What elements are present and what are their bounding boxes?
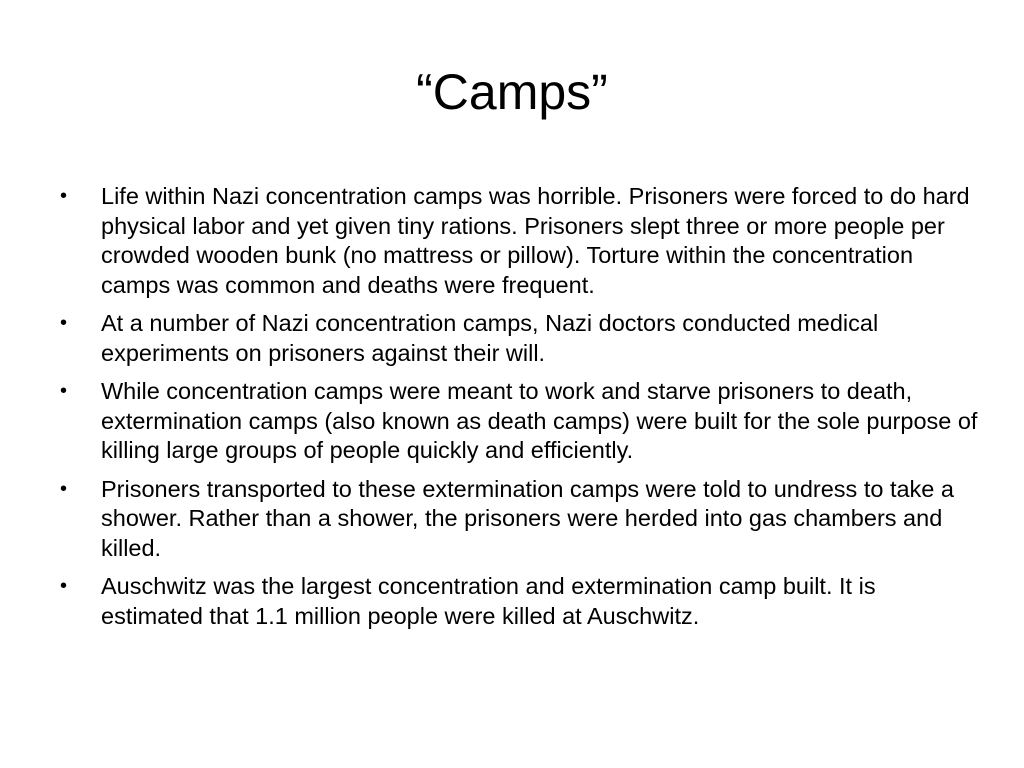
- bullet-text: Prisoners transported to these extermination camps were told to undress to take a shower. Rather than a shower, the prisoners were herded into gas chambers and killed.: [101, 475, 954, 561]
- bullet-icon: •: [60, 575, 68, 597]
- bullet-item-2: [60, 309, 980, 368]
- bullet-icon: •: [60, 477, 68, 500]
- bullet-icon: •: [60, 380, 68, 402]
- bullet-icon: •: [60, 312, 68, 334]
- bullet-icon: •: [60, 185, 68, 207]
- bullet-text: While concentration camps were meant to work and starve prisoners to death, extermination camps (also known as death camps) were built for the sole purpose of killing large groups of people quickly and efficiently.: [101, 378, 978, 463]
- bullet-text: Life within Nazi concentration camps was horrible. Prisoners were forced to do hard physical labor and yet given tiny rations. Prisoners slept three or more people per crowded wooden bunk (no mattress or pillow). Torture within the concentration camps was common and deaths were frequent.: [101, 183, 970, 298]
- slide-title: “Camps”: [416, 64, 608, 120]
- bullet-item-5: [60, 572, 980, 631]
- bullet-item-1: [60, 182, 980, 300]
- bullet-text: Auschwitz was the largest concentration and extermination camp built. It is estimated that 1.1 million people were killed at Auschwitz.: [101, 573, 876, 629]
- bullet-list: [60, 182, 980, 640]
- bullet-item-3: [60, 377, 980, 466]
- bullet-text: At a number of Nazi concentration camps, Nazi doctors conducted medical experiments on prisoners against their will.: [101, 310, 879, 366]
- bullet-item-4: [60, 475, 980, 564]
